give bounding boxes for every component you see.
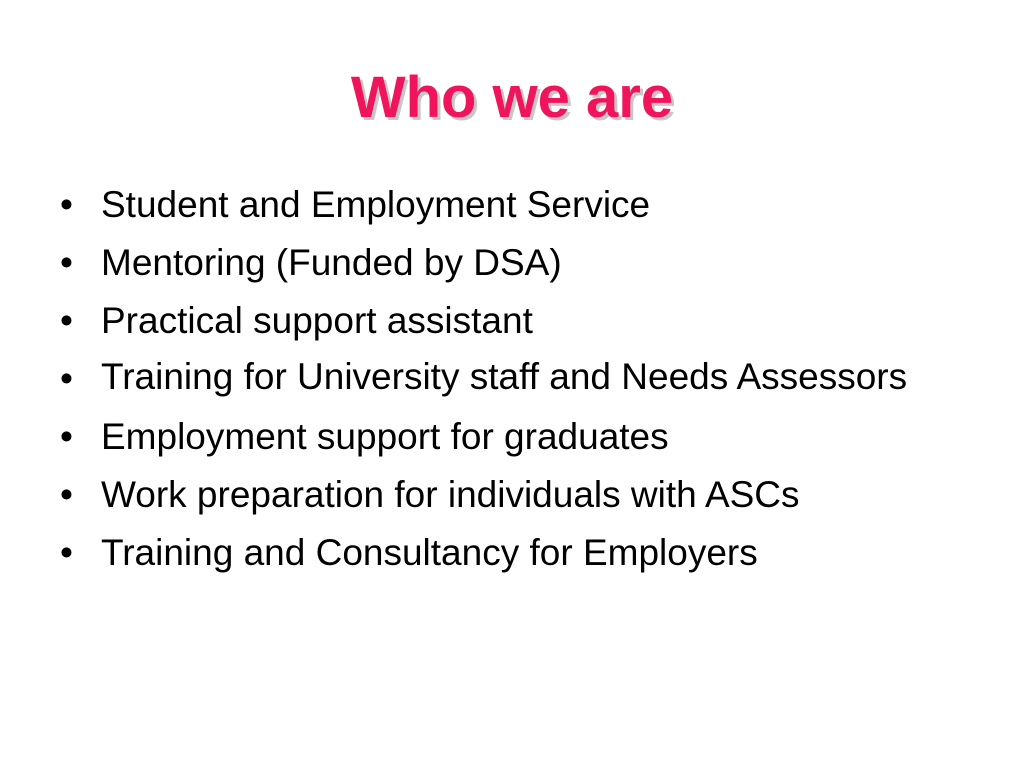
bullet-icon: •: [60, 184, 73, 225]
bullet-item: [56, 531, 986, 575]
bullet-item: [56, 299, 986, 343]
bullet-icon: •: [60, 474, 73, 515]
bullet-text: Employment support for graduates: [101, 416, 669, 457]
bullet-list: [56, 183, 986, 589]
bullet-item: [56, 357, 986, 401]
bullet-icon: •: [60, 300, 73, 341]
bullet-text: Training for University staff and Needs Assessors: [101, 356, 908, 397]
bullet-text: Mentoring (Funded by DSA): [101, 242, 562, 283]
bullet-item: [56, 241, 986, 285]
bullet-icon: •: [60, 532, 73, 573]
bullet-item: [56, 183, 986, 227]
bullet-text: Training and Consultancy for Employers: [101, 532, 758, 573]
bullet-text: Practical support assistant: [101, 300, 533, 341]
slide-title: Who we are: [350, 65, 674, 130]
bullet-icon: •: [60, 242, 73, 283]
bullet-text: Work preparation for individuals with ASCs: [101, 474, 800, 515]
bullet-icon: •: [60, 358, 73, 399]
bullet-text: Student and Employment Service: [101, 184, 651, 225]
bullet-item: [56, 415, 986, 459]
bullet-icon: •: [60, 416, 73, 457]
bullet-item: [56, 473, 986, 517]
